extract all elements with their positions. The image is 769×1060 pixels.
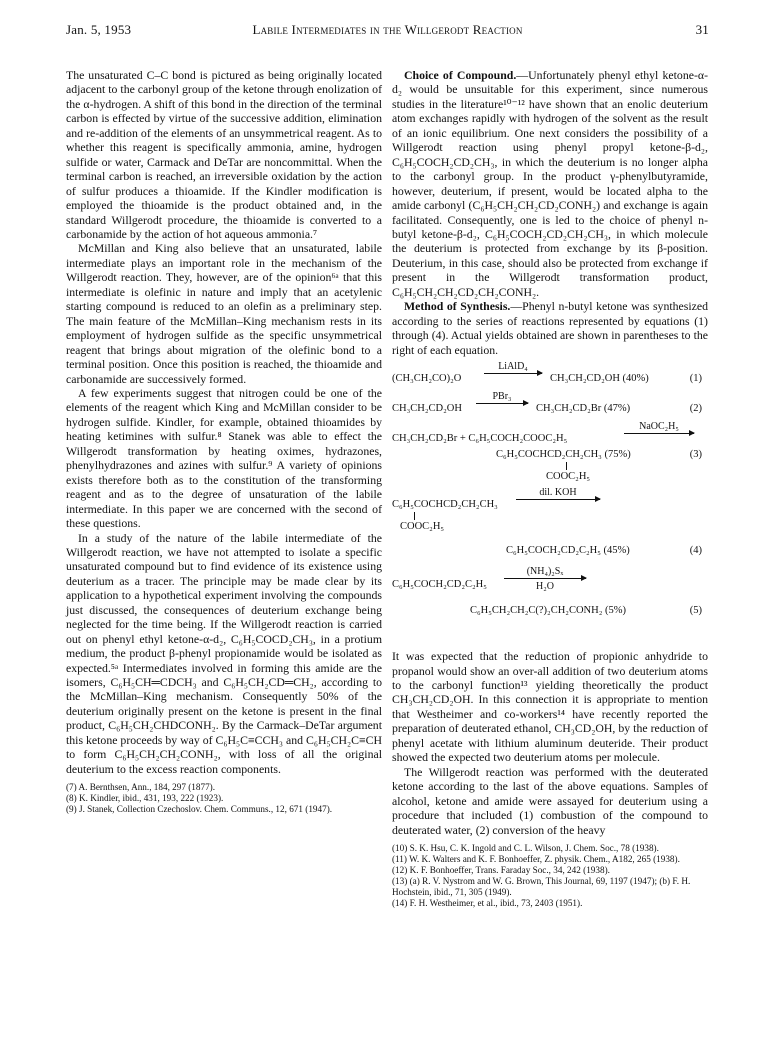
- eq1-arrow: [484, 361, 542, 374]
- section-heading: Choice of Compound.: [404, 68, 517, 82]
- substituent-bond: [414, 512, 415, 520]
- eq2-product: CH₃CH₂CD₂Br (47%): [536, 403, 631, 415]
- footnote: (8) K. Kindler, ibid., 431, 193, 222 (1923).: [66, 793, 224, 804]
- reaction-arrow-icon: [624, 433, 694, 434]
- eq4-product: C₆H₅COCH₂CD₂C₂H₅ (45%): [506, 545, 630, 557]
- page-number: 31: [695, 22, 709, 37]
- paragraph-text: —Unfortunately phenyl ethyl ketone-α-d₂ would be unsuitable for this experiment, since numerous studies in the literature¹⁰⁻¹² have shown that an enolic deuterium atom exchanges rapidly with hydrogen of the solvent as the result of an ionic equilibrium. One next considers the possibility of a Willgerodt reaction using phenyl propyl ketone-β-d₂, C₆H₅COCH₂CD₂CH₃, in which the deuterium is no longer alpha to the carbonyl group. In the product γ-phenylbutyramide, however, deuterium, if present, would be located alpha to the amide carbonyl (C₆H₅CH₂CH₂CD₂CONH₂) and exchange is again facilitated. Consequently, one is led to the choice of phenyl n-butyl ketone-β-d₂, C₆H₅COCH₂CD₂CH₂CH₃, in which molecule the deuterium is protected from exchange by its β-position. Deuterium, in this case, should also be protected from exchange if present in the Willgerodt transformation product, C₆H₅CH₂CH₂CD₂CH₂CONH₂.: [392, 68, 708, 299]
- paragraph: It was expected that the reduction of propionic anhydride to propanol would show an over-all addition of two deuterium atoms to the carbonyl function¹³ yielding theoretically the product CH₃CH₂CD₂OH. In this connection it is appropriate to mention that Westheimer and co-workers¹⁴ have recently reported the preparation of deuterated ethanol, CH₃CD₂OH, by the reduction of phenyl acetate with lithium aluminum deuteride. Their product showed the expected two deuterium atoms per molecule.: [392, 649, 708, 765]
- section-heading: Method of Synthesis.: [404, 299, 511, 314]
- eq3-reagent: NaOC₂H₅: [639, 421, 679, 433]
- paragraph-text: —Phenyl n-butyl ketone was synthesized according to the series of reactions represented by equations (1) through (4). Actual yields obtained are shown in parentheses to the right of each equation.: [392, 299, 708, 357]
- reaction-arrow-icon: [484, 373, 542, 374]
- eq4-number: (4): [689, 545, 702, 557]
- eq2-number: (2): [689, 403, 702, 415]
- eq1-reagent: LiAlD₄: [498, 361, 528, 373]
- footnote: (11) W. K. Walters and K. F. Bonhoeffer, Z. physik. Chem., A182, 265 (1938).: [392, 853, 680, 864]
- eq5-reagent: (NH₄)₂Sₓ: [526, 566, 564, 578]
- paragraph: The unsaturated C–C bond is pictured as being originally located adjacent to the carbonyl group of the ketone through enolization of the α-hydrogen. A shift of this bond in the direction of the terminal carbon is effected by virtue of the successive addition, elimination and re-addition of the elements of an unsymmetrical reagent. As to whether this reagent is specifically ammonia, amine, hydrogen sulfide or water, Carmack and DeTar are noncommittal. When the terminal carbon is reached, an irreversible oxidation by the action of sulfur produces a thioamide. If the Kindler modification is employed the thioamide is the product obtained and, in the standard Willgerodt procedure, the thioamide is converted to a carbonamide by the action of hot aqueous ammonia.⁷: [66, 68, 382, 241]
- paragraph: The Willgerodt reaction was performed with the deuterated ketone according to the last of the above equations. Samples of alcohol, ketone and amide were assayed for deuterium using a procedure that included (1) combustion of the compound to deuterated water, (2) conversion of the heavy: [392, 764, 708, 837]
- footnotes: [66, 782, 382, 815]
- footnote: (14) F. H. Westheimer, et al., ibid., 73, 2403 (1951).: [392, 897, 583, 908]
- eq3-product-substituent: COOC₂H₅: [546, 471, 591, 483]
- footnote: (13) (a) R. V. Nystrom and W. G. Brown, This Journal, 69, 1197 (1947); (b) F. H. Hochstein, ibid., 71, 305 (1949).: [392, 875, 691, 897]
- reaction-arrow-icon: [504, 578, 586, 579]
- reaction-equations: [392, 361, 708, 649]
- eq3-number: (3): [689, 449, 702, 461]
- eq4-reactant-substituent: COOC₂H₅: [400, 521, 445, 533]
- eq5-number: (5): [689, 605, 702, 617]
- paragraph: McMillan and King also believe that an unsaturated, labile intermediate plays an important role in the mechanism of the Willgerodt reaction. They, however, are of the opinion⁶ᵃ that this intermediate is olefinic in nature and imply that an acetylenic starting compound is reduced to an olefin as a preliminary step. The main feature of the McMillan–King mechanism rests in its employment of hydrogen sulfide as the specific unsymmetrical reagent that brings about migration of the olefinic bond to a terminal position. Once this position is reached, the thioamide and carbonamide are successively formed.: [66, 241, 382, 386]
- reaction-arrow-icon: [476, 403, 528, 404]
- eq1-number: (1): [689, 373, 702, 385]
- eq4-arrow: [516, 487, 600, 500]
- right-column: [392, 68, 708, 909]
- substituent-bond: [566, 462, 567, 470]
- eq2-arrow: [476, 391, 528, 404]
- header-title: Labile Intermediates in the Willgerodt Reaction: [252, 22, 523, 37]
- footnotes: [392, 843, 708, 909]
- footnote: (10) S. K. Hsu, C. K. Ingold and C. L. Wilson, J. Chem. Soc., 78 (1938).: [392, 842, 659, 853]
- reaction-arrow-icon: [516, 499, 600, 500]
- left-column: [66, 68, 382, 815]
- eq1-product: CH₃CH₂CD₂OH (40%): [550, 373, 649, 385]
- eq5-solvent: H₂O: [536, 581, 554, 593]
- eq4-reactant: C₆H₅COCHCD₂CH₂CH₃: [392, 499, 498, 511]
- eq5-arrow: [504, 566, 586, 592]
- paragraph-choice-of-compound: [392, 68, 708, 299]
- footnote: (7) A. Bernthsen, Ann., 184, 297 (1877).: [66, 782, 216, 793]
- paragraph: A few experiments suggest that nitrogen could be one of the elements of the reagent which King and McMillan consider to be hydrogen sulfide. Kindler, for example, obtained thioamides by heating ketimines with sulfur.⁸ Stanek was able to effect the Willgerodt transformation by heating oximes, hydrazones, phenylhydrazones and azines with sulfur.⁹ A variety of opinions exists therefore both as to the constitution of the transforming reagent and as to the degree of unsaturation of the labile intermediate. In this paper we are concerned with the second of these questions.: [66, 385, 382, 531]
- paragraph-method-of-synthesis: [392, 299, 708, 357]
- eq4-reagent: dil. KOH: [539, 487, 577, 499]
- eq3-product: C₆H₅COCHCD₂CH₂CH₃ (75%): [496, 449, 631, 461]
- header-date: Jan. 5, 1953: [66, 22, 132, 37]
- paragraph: In a study of the nature of the labile intermediate of the Willgerodt reaction, we have not attempted to isolate a specific unsaturated compound but to find evidence of its existence using deuterium as a tracer. The principle may be made clear by its application to a hypothetical experiment involving the compounds just discussed, the consequences of deuterium exchange being neglected for the time being. If the Willgerodt reaction is carried out on phenyl ethyl ketone-α-d₂, C₆H₅COCD₂CH₃, in a protium medium, the product β-phenyl propionamide would be isolated as expected.⁵ᵃ Intermediates involved in forming this amide are the isomers, C₆H₅CH═CDCH₃ and C₆H₅CH₂CD═CH₂, according to the McMillan–King mechanism. Consequently 50% of the deuterium originally present on the ketone is present in the final product, C₆H₅CH₂CHDCONH₂. By the Carmack–DeTar argument this ketone proceeds by way of C₆H₅C≡CCH₃ and C₆H₅CH₂C≡CH to form C₆H₅CH₂CH₂CONH₂, with loss of all the original deuterium to the excess reaction components.: [66, 530, 382, 776]
- eq5-reactant: C₆H₅COCH₂CD₂C₂H₅: [392, 579, 487, 591]
- eq2-reactant: CH₃CH₂CD₂OH: [392, 403, 462, 415]
- eq2-reagent: PBr₃: [492, 391, 512, 403]
- footnote: (12) K. F. Bonhoeffer, Trans. Faraday Soc., 34, 242 (1938).: [392, 864, 610, 875]
- eq3-arrow: [624, 421, 694, 434]
- eq3-reactants: CH₃CH₂CD₂Br + C₆H₅COCH₂COOC₂H₅: [392, 433, 568, 445]
- eq1-reactant: (CH₃CH₂CO)₂O: [392, 373, 462, 385]
- footnote: (9) J. Stanek, Collection Czechoslov. Chem. Communs., 12, 671 (1947).: [66, 804, 333, 815]
- page-header: [66, 22, 709, 42]
- eq5-product: C₆H₅CH₂CH₂C(?)₂CH₂CONH₂ (5%): [470, 605, 626, 617]
